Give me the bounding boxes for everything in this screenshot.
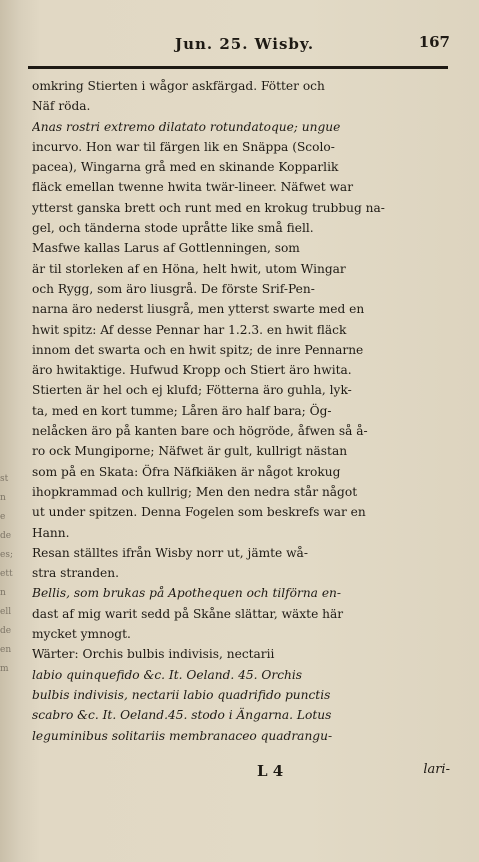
running-head: Jun. 25. Wisby. bbox=[175, 35, 315, 53]
catchword: lari- bbox=[423, 762, 450, 777]
text-line: ro ock Mungiporne; Näfwet är gult, kullrigt nästan bbox=[32, 444, 348, 459]
bleed-line: es; bbox=[0, 550, 13, 560]
text-line: dast af mig warit sedd på Skåne slättar, wäxte här bbox=[32, 606, 344, 621]
text-line: är til storleken af en Höna, helt hwit, utom Wingar bbox=[32, 261, 346, 276]
text-line: gel, och tänderna stode upråtte like små fiell. bbox=[32, 221, 314, 236]
page-footer bbox=[32, 762, 450, 786]
text-line: som på en Skata: Öfra Näfkiäken är något krokug bbox=[32, 464, 341, 479]
text-line: ut under spitzen. Denna Fogelen som beskrefs war en bbox=[32, 505, 366, 520]
signature-mark: L 4 bbox=[257, 762, 284, 780]
text-line: Masfwe kallas Larus af Gottlenningen, som bbox=[32, 241, 300, 256]
text-line: stra stranden. bbox=[32, 566, 119, 581]
text-line: Näf röda. bbox=[32, 99, 91, 114]
text-line: mycket ymnogt. bbox=[32, 627, 131, 642]
text-line: ytterst ganska brett och runt med en krokug trubbug na- bbox=[32, 200, 385, 215]
bleed-line: st bbox=[0, 474, 9, 484]
text-line: leguminibus solitariis membranaceo quadrangu- bbox=[32, 728, 333, 743]
text-line: fläck emellan twenne hwita twär-lineer. Näfwet war bbox=[32, 180, 354, 195]
bleed-line: e bbox=[0, 512, 6, 522]
text-line: pacea), Wingarna grå med en skinande Kopparlik bbox=[32, 160, 339, 175]
text-line: innom det swarta och en hwit spitz; de inre Pennarne bbox=[32, 342, 364, 357]
text-line: Stierten är hel och ej klufd; Fötterna äro guhla, lyk- bbox=[32, 383, 352, 398]
text-line: ihopkrammad och kullrig; Men den nedra står något bbox=[32, 484, 358, 499]
bleed-line: m bbox=[0, 664, 9, 674]
text-line: scabro &c. It. Oeland.45. stodo i Ängarna. Lotus bbox=[32, 708, 332, 723]
text-line: hwit spitz: Af desse Pennar har 1.2.3. en hwit fläck bbox=[32, 322, 347, 337]
text-line: Resan ställtes ifrån Wisby norr ut, jämte wå- bbox=[32, 545, 308, 560]
bleed-line: ett bbox=[0, 569, 13, 579]
text-line: Hann. bbox=[32, 525, 70, 540]
bleed-line: de bbox=[0, 626, 12, 636]
text-line: och Rygg, som äro liusgrå. De förste Srif-Pen- bbox=[32, 281, 315, 296]
bleed-line: ell bbox=[0, 607, 12, 617]
text-line: ta, med en kort tumme; Låren äro half bara; Ög- bbox=[32, 403, 332, 418]
text-line: bulbis indivisis, nectarii labio quadrifido punctis bbox=[32, 687, 331, 702]
text-line: labio quinquefido &c. It. Oeland. 45. Orchis bbox=[32, 667, 303, 682]
text-line: Wärter: Orchis bulbis indivisis, nectarii bbox=[32, 647, 275, 662]
text-line: äro hwitaktige. Hufwud Kropp och Stiert äro hwita. bbox=[32, 363, 352, 378]
bleed-line: en bbox=[0, 645, 12, 655]
text-line: Bellis, som brukas på Apothequen och tilförna en- bbox=[32, 586, 341, 601]
bleed-line: n bbox=[0, 588, 6, 598]
text-line: omkring Stierten i wågor askfärgad. Fötter och bbox=[32, 79, 325, 93]
page-number: 167 bbox=[418, 33, 450, 51]
header-rule bbox=[28, 66, 448, 69]
page-header bbox=[150, 33, 450, 55]
facing-page-bleed bbox=[0, 470, 14, 679]
bleed-line: n bbox=[0, 493, 6, 503]
text-line: narna äro nederst liusgrå, men ytterst swarte med en bbox=[32, 302, 365, 317]
text-line: Anas rostri extremo dilatato rotundatoque; ungue bbox=[32, 119, 341, 134]
text-line: incurvo. Hon war til färgen lik en Snäppa (Scolo- bbox=[32, 139, 335, 154]
text-line: nelåcken äro på kanten bare och högröde, åfwen så å- bbox=[32, 424, 368, 439]
bleed-line: de bbox=[0, 531, 12, 541]
body-text bbox=[32, 76, 450, 746]
